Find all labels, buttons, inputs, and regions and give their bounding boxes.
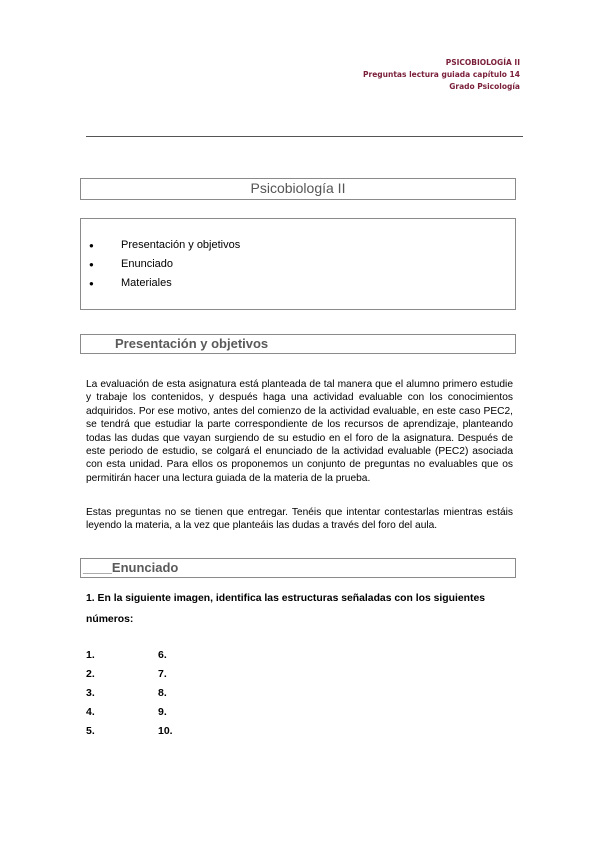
answer-number: 7.: [158, 668, 167, 680]
answer-number: 1.: [86, 649, 95, 661]
answer-number: 9.: [158, 706, 167, 718]
intro-paragraph: La evaluación de esta asignatura está planteada de tal manera que el alumno primero estudie y trabaje los contenidos, y después haga una actividad evaluable con los conocimientos adquiridos. Por ese motivo, antes del comienzo de la actividad evaluable, en este caso PEC2, se tendrá que estudiar la parte correspondiente de los recursos de aprendizaje, planteando todas las dudas que vayan surgiendo de su estudio en el foro de la asignatura. Después de este periodo de estudio, se colgará el enunciado de la actividad evaluable (PEC2) asociada con esta unidad. Para ellos os proponemos un conjunto de preguntas no evaluables que os permitirán hacer una lectura guiada de la materia de la prueba.: [86, 379, 513, 484]
question-text: 1. En la siguiente imagen, identifica las estructuras señaladas con los siguientes números:: [86, 593, 486, 625]
answer-number: 5.: [86, 725, 95, 737]
header-degree: Grado Psicología: [449, 82, 520, 91]
document-header: [363, 57, 520, 93]
bullet-icon: ●: [89, 260, 94, 269]
header-subtitle: Preguntas lectura guiada capítulo 14: [363, 70, 520, 79]
section-title: Presentación y objetivos: [115, 336, 269, 351]
toc-item-label: Presentación y objetivos: [121, 239, 241, 251]
section-title: ____Enunciado: [83, 560, 179, 575]
answer-number: 8.: [158, 687, 167, 699]
answer-number: 4.: [86, 706, 95, 718]
page-title: Psicobiología II: [250, 180, 346, 196]
answer-number: 2.: [86, 668, 95, 680]
table-of-contents: [80, 218, 516, 310]
bullet-icon: ●: [89, 279, 94, 288]
answer-number: 3.: [86, 687, 95, 699]
header-divider: [86, 136, 523, 137]
section-heading-presentation: [80, 334, 516, 354]
answer-number: 6.: [158, 649, 167, 661]
toc-item-label: Enunciado: [121, 258, 173, 270]
title-box: [80, 178, 516, 200]
answer-number: 10.: [158, 725, 173, 737]
toc-item-label: Materiales: [121, 277, 172, 289]
instructions-paragraph: Estas preguntas no se tienen que entregar. Tenéis que intentar contestarlas mientras estáis leyendo la materia, a la vez que planteáis las dudas a través del foro del aula.: [86, 507, 513, 532]
header-course: PSICOBIOLOGÍA II: [445, 58, 520, 67]
section-heading-statement: [80, 558, 516, 578]
bullet-icon: ●: [89, 241, 94, 250]
